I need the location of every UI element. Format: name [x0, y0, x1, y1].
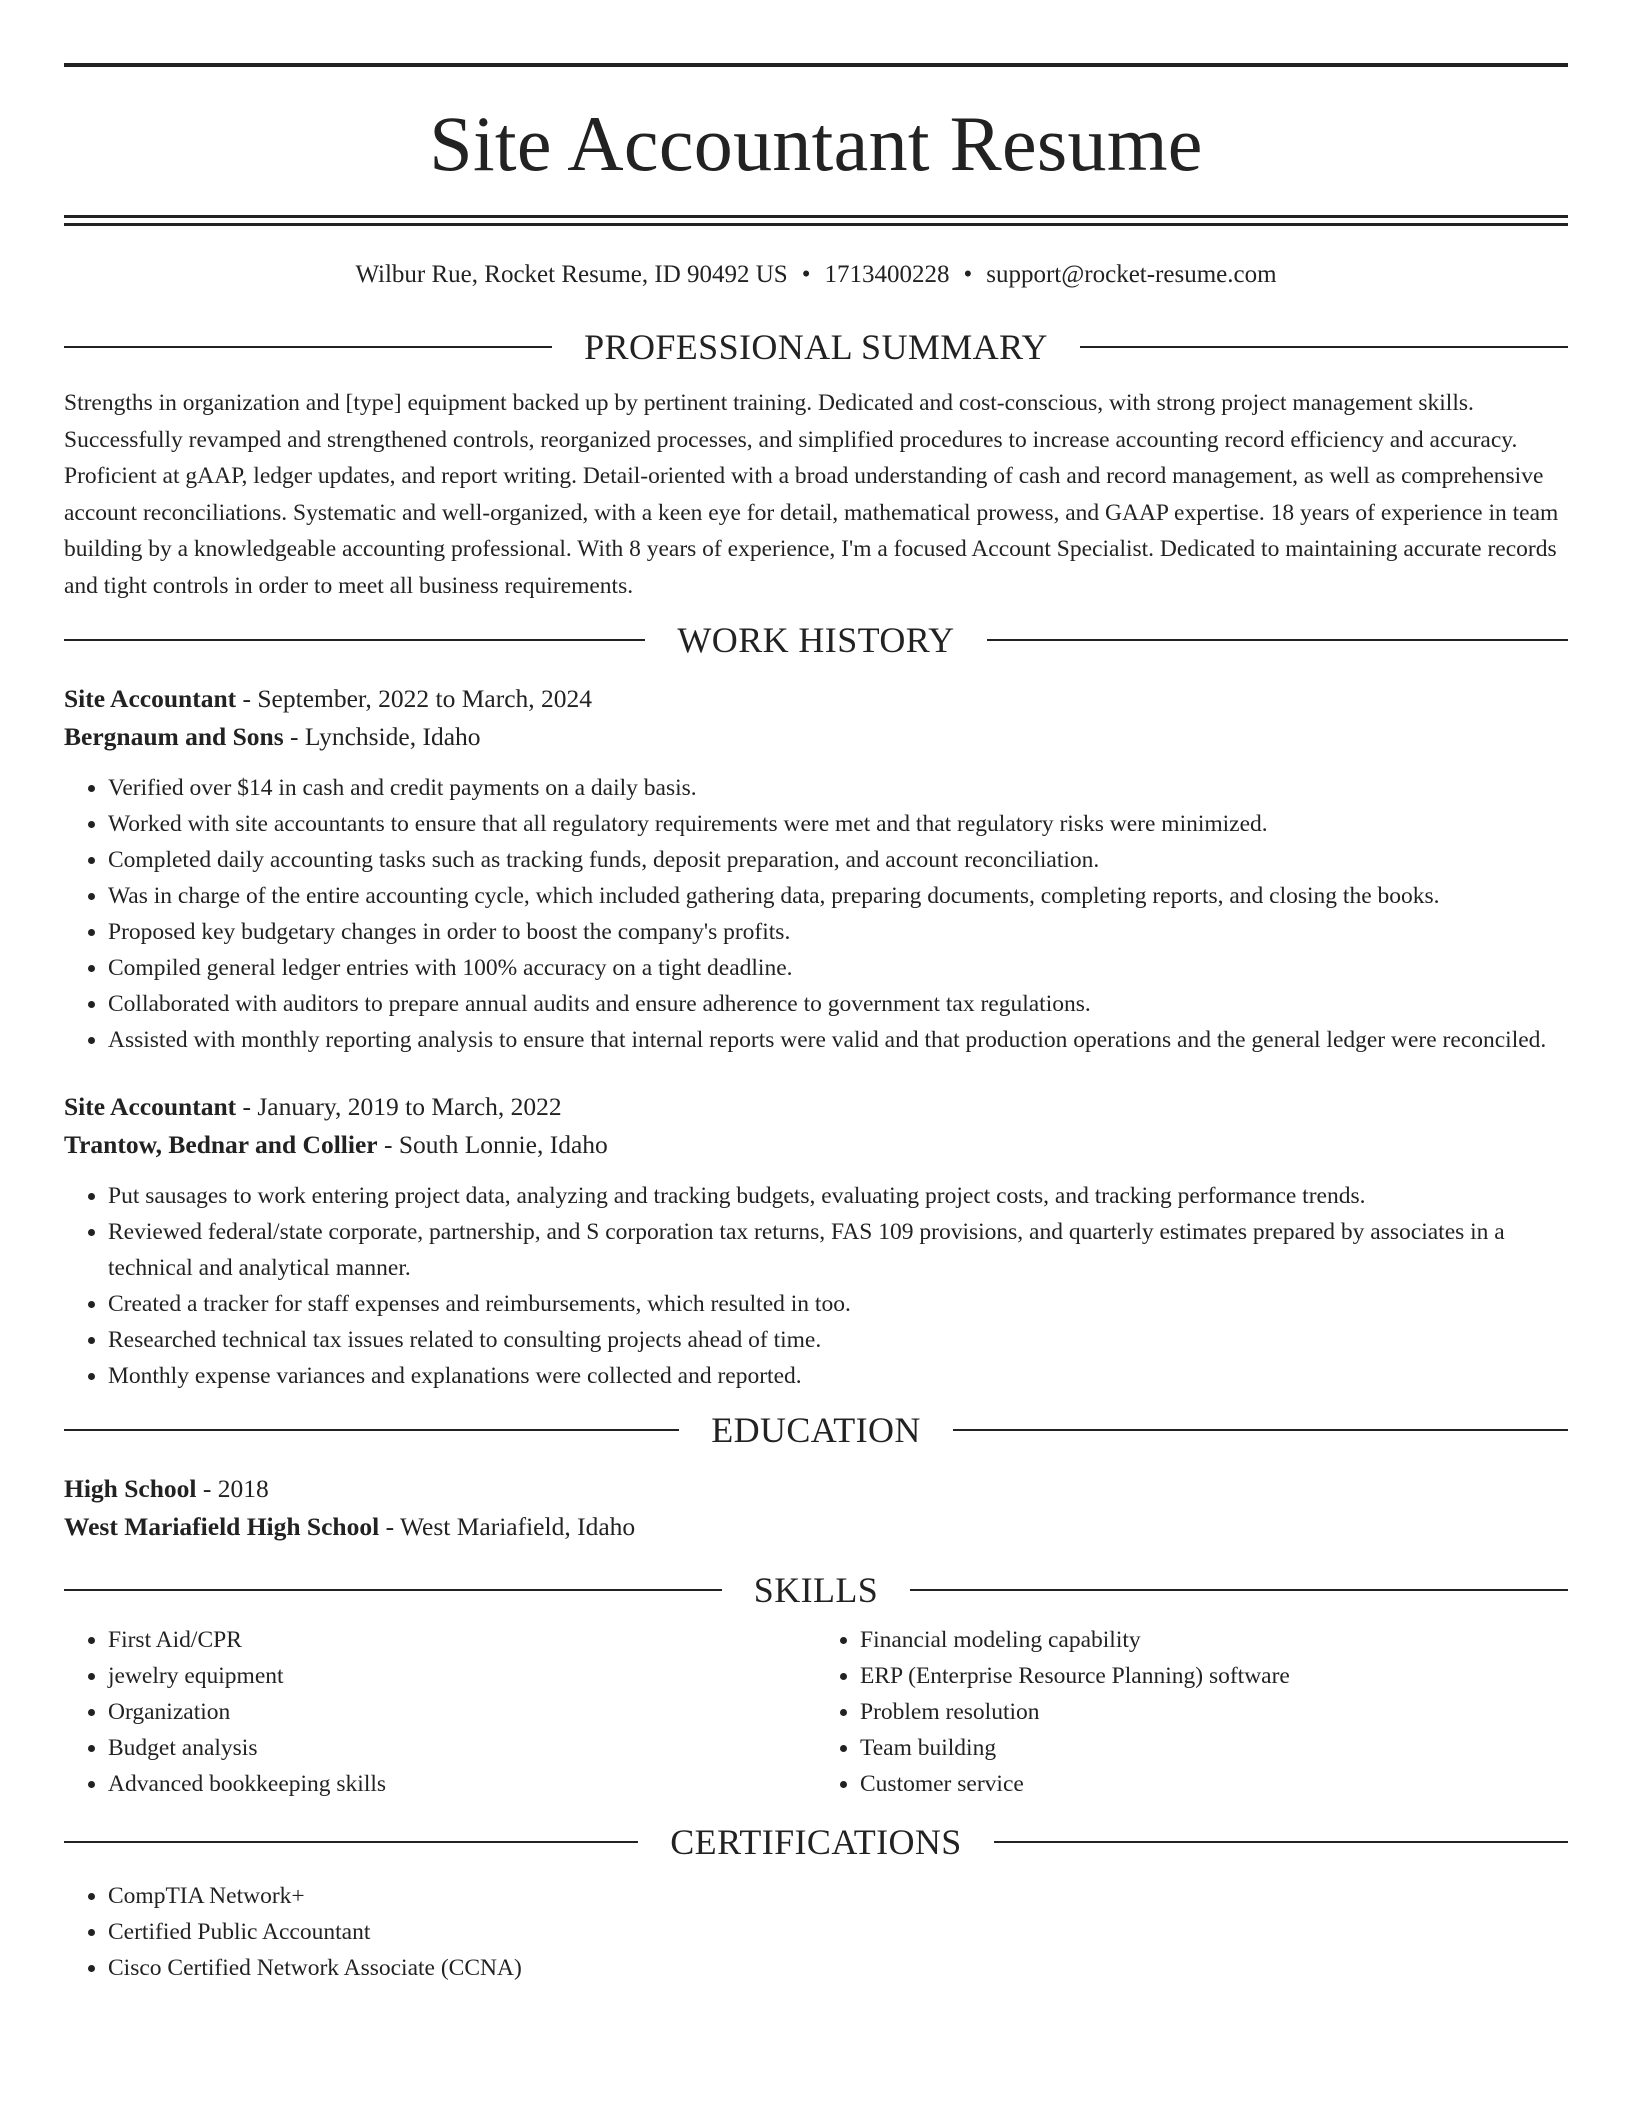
- list-item: • Worked with site accountants to ensure that all regulatory requirements were met and that regulatory risks were minimized.: [108, 806, 1568, 842]
- section-rule: [64, 639, 645, 641]
- list-item: • Compiled general ledger entries with 100% accuracy on a tight deadline.: [108, 950, 1568, 986]
- section-rule: [64, 346, 552, 348]
- list-item: • Customer service: [860, 1766, 1568, 1802]
- contact-separator: •: [801, 261, 811, 288]
- section-rule: [64, 1589, 722, 1591]
- section-title-work: WORK HISTORY: [677, 620, 955, 660]
- section-rule: [953, 1429, 1568, 1431]
- job-title-line: [64, 1088, 1568, 1126]
- section-title-summary: PROFESSIONAL SUMMARY: [584, 327, 1048, 367]
- list-item: • Created a tracker for staff expenses and reimbursements, which resulted in too.: [108, 1286, 1568, 1322]
- skills-list-right: [816, 1622, 1568, 1802]
- section-title-skills: SKILLS: [753, 1570, 879, 1610]
- education-degree-line: [64, 1470, 1568, 1508]
- list-item: • Organization: [108, 1694, 816, 1730]
- job-entry: [64, 1088, 1568, 1394]
- contact-separator: •: [963, 261, 973, 288]
- job-bullets: [64, 1178, 1568, 1394]
- job-dates: - January, 2019 to March, 2022: [236, 1092, 562, 1121]
- job-company: Bergnaum and Sons: [64, 722, 284, 751]
- list-item: • Financial modeling capability: [860, 1622, 1568, 1658]
- certifications-list: [64, 1878, 1568, 1986]
- section-header-education: [64, 1412, 1568, 1448]
- section-rule: [64, 1841, 638, 1843]
- list-item: • Reviewed federal/state corporate, partnership, and S corporation tax returns, FAS 109 provisions, and quarterly estimates prepared by associates in a technical and analytical manner.: [108, 1214, 1568, 1286]
- list-item: • Completed daily accounting tasks such as tracking funds, deposit preparation, and account reconciliation.: [108, 842, 1568, 878]
- resume-page: [64, 0, 1568, 1986]
- list-item: • Proposed key budgetary changes in order to boost the company's profits.: [108, 914, 1568, 950]
- list-item: • ERP (Enterprise Resource Planning) software: [860, 1658, 1568, 1694]
- section-rule: [64, 1429, 679, 1431]
- job-title: Site Accountant: [64, 684, 237, 713]
- contact-email: support@rocket-resume.com: [986, 261, 1277, 288]
- skills-columns: [64, 1622, 1568, 1802]
- list-item: • Was in charge of the entire accounting cycle, which included gathering data, preparing documents, completing reports, and closing the books.: [108, 878, 1568, 914]
- education-degree: High School: [64, 1474, 197, 1503]
- list-item: • Team building: [860, 1730, 1568, 1766]
- job-location: - Lynchside, Idaho: [283, 722, 481, 751]
- list-item: • Problem resolution: [860, 1694, 1568, 1730]
- title-double-rule: [64, 215, 1568, 226]
- job-title-line: [64, 680, 1568, 718]
- job-company: Trantow, Bednar and Collier: [64, 1130, 378, 1159]
- section-title-certifications: CERTIFICATIONS: [670, 1822, 962, 1862]
- section-header-skills: [64, 1572, 1568, 1608]
- contact-line: [64, 262, 1568, 287]
- section-rule: [910, 1589, 1568, 1591]
- job-entry: [64, 680, 1568, 1058]
- job-title: Site Accountant: [64, 1092, 237, 1121]
- job-company-line: [64, 1126, 1568, 1164]
- education-entry: [64, 1470, 1568, 1546]
- section-header-certifications: [64, 1824, 1568, 1860]
- list-item: • jewelry equipment: [108, 1658, 816, 1694]
- list-item: • First Aid/CPR: [108, 1622, 816, 1658]
- list-item: • Cisco Certified Network Associate (CCNA): [108, 1950, 1568, 1986]
- list-item: • Monthly expense variances and explanations were collected and reported.: [108, 1358, 1568, 1394]
- education-location: - West Mariafield, Idaho: [379, 1512, 636, 1541]
- summary-paragraph: Strengths in organization and [type] equipment backed up by pertinent training. Dedicated and cost-conscious, with strong project management skills. Successfully revamped and strengthened controls, reorganized processes, and simplified procedures to increase accounting record efficiency and accuracy. Proficient at gAAP, ledger updates, and report writing. Detail-oriented with a broad understanding of cash and record management, as well as comprehensive account reconciliations. Systematic and well-organized, with a keen eye for detail, mathematical prowess, and GAAP expertise. 18 years of experience in team building by a knowledgeable accounting professional. With 8 years of experience, I'm a focused Account Specialist. Dedicated to maintaining accurate records and tight controls in order to meet all business requirements.: [64, 390, 1559, 599]
- contact-address: Wilbur Rue, Rocket Resume, ID 90492 US: [355, 261, 788, 288]
- section-rule: [1080, 346, 1568, 348]
- section-title-education: EDUCATION: [711, 1410, 921, 1450]
- job-bullets: [64, 770, 1568, 1058]
- list-item: • Verified over $14 in cash and credit payments on a daily basis.: [108, 770, 1568, 806]
- list-item: • Collaborated with auditors to prepare annual audits and ensure adherence to government tax regulations.: [108, 986, 1568, 1022]
- job-dates: - September, 2022 to March, 2024: [236, 684, 593, 713]
- list-item: • CompTIA Network+: [108, 1878, 1568, 1914]
- section-rule: [987, 639, 1568, 641]
- list-item: • Advanced bookkeeping skills: [108, 1766, 816, 1802]
- list-item: • Certified Public Accountant: [108, 1914, 1568, 1950]
- skills-list-left: [64, 1622, 816, 1802]
- education-school: West Mariafield High School: [64, 1512, 380, 1541]
- education-school-line: [64, 1508, 1568, 1546]
- section-header-work: [64, 622, 1568, 658]
- list-item: • Assisted with monthly reporting analysis to ensure that internal reports were valid and that production operations and the general ledger were reconciled.: [108, 1022, 1568, 1058]
- resume-title: Site Accountant Resume: [429, 100, 1203, 187]
- top-rule: [64, 63, 1568, 67]
- list-item: • Budget analysis: [108, 1730, 816, 1766]
- job-company-line: [64, 718, 1568, 756]
- list-item: • Researched technical tax issues related to consulting projects ahead of time.: [108, 1322, 1568, 1358]
- section-rule: [994, 1841, 1568, 1843]
- job-location: - South Lonnie, Idaho: [377, 1130, 608, 1159]
- section-header-summary: [64, 329, 1568, 365]
- contact-phone: 1713400228: [824, 261, 950, 288]
- education-year: - 2018: [196, 1474, 269, 1503]
- list-item: • Put sausages to work entering project data, analyzing and tracking budgets, evaluating project costs, and tracking performance trends.: [108, 1178, 1568, 1214]
